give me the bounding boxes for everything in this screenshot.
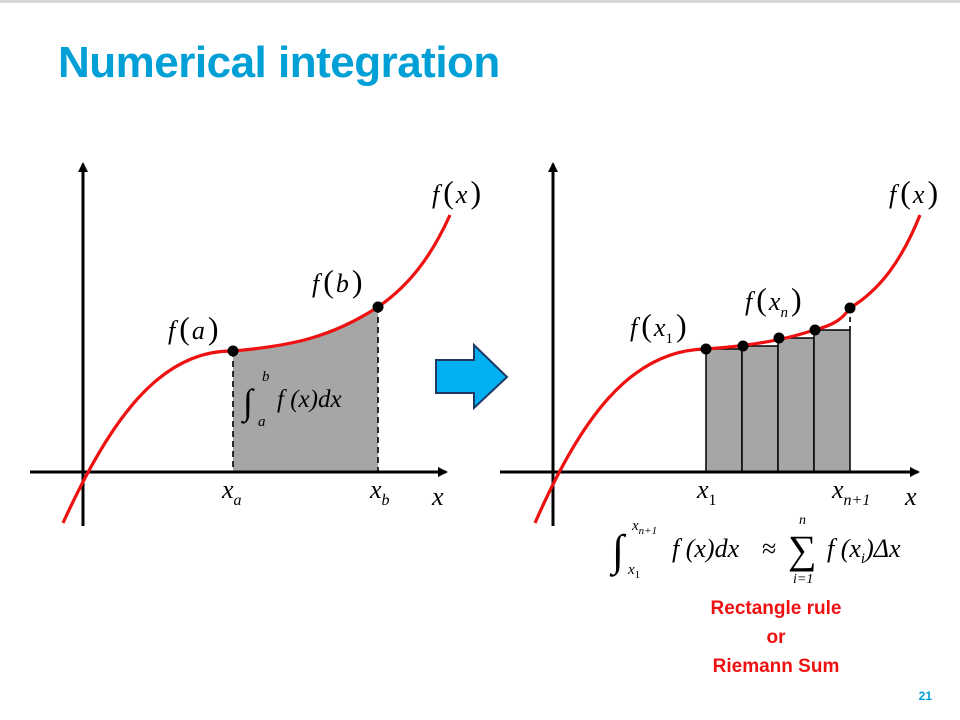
right-xn1-label: $x_{n+1}$ bbox=[832, 475, 871, 509]
right-x1-label: $x_1$ bbox=[697, 475, 717, 509]
left-point-b-label: f (b) bbox=[312, 263, 363, 299]
right-panel bbox=[500, 164, 938, 526]
formula-integral-sign: ∫ bbox=[612, 526, 625, 575]
svg-text:f (x)dx: f (x)dx bbox=[277, 386, 342, 413]
formula-sum-sign: ∑ bbox=[788, 527, 817, 572]
svg-text:a: a bbox=[258, 414, 266, 430]
right-point-xn-label: f $(x_n)$ bbox=[745, 281, 802, 321]
rectangles bbox=[706, 330, 850, 472]
caption-line-3: Riemann Sum bbox=[712, 656, 840, 677]
right-point-xn bbox=[810, 325, 821, 336]
left-curve-label: f (x) bbox=[432, 174, 482, 210]
right-point-xn1 bbox=[845, 303, 856, 314]
right-arrow-icon bbox=[436, 345, 507, 408]
formula-sum-lower: i=1 bbox=[793, 572, 814, 587]
right-point-x1-label: f $(x_1)$ bbox=[630, 307, 687, 347]
right-curve-label: f (x) bbox=[889, 174, 939, 210]
rectangle bbox=[742, 346, 778, 472]
formula-lower-limit: $x_1$ bbox=[628, 562, 641, 581]
left-x-b-label: $x_b$ bbox=[370, 475, 390, 509]
svg-text:b: b bbox=[262, 369, 270, 385]
left-point-a bbox=[228, 346, 239, 357]
formula-integrand: f (x)dx bbox=[672, 534, 740, 563]
formula-sum-upper: n bbox=[799, 513, 806, 528]
slide-title: Numerical integration bbox=[58, 38, 500, 87]
riemann-formula bbox=[609, 513, 901, 587]
left-point-b bbox=[373, 302, 384, 313]
page-number: 21 bbox=[918, 689, 932, 703]
rectangle bbox=[814, 330, 850, 472]
formula-approx: ≈ bbox=[762, 534, 777, 563]
left-panel bbox=[30, 164, 481, 526]
formula-term: f $(x_i)\Delta x$ bbox=[827, 534, 901, 567]
formula-upper-limit: $x_{n+1}$ bbox=[632, 518, 658, 537]
left-point-a-label: f (a) bbox=[168, 310, 219, 346]
caption-line-2: or bbox=[766, 627, 786, 648]
right-point-x2 bbox=[738, 341, 749, 352]
left-axis-x-label: x bbox=[432, 482, 444, 511]
right-axis-x-label: x bbox=[905, 482, 917, 511]
caption-line-1: Rectangle rule bbox=[710, 598, 842, 619]
left-x-a-label: $x_a$ bbox=[222, 475, 242, 509]
rectangle bbox=[778, 338, 814, 472]
svg-text:∫: ∫ bbox=[243, 382, 253, 422]
rectangle bbox=[706, 349, 742, 472]
right-point-x3 bbox=[774, 333, 785, 344]
right-point-x1 bbox=[701, 344, 712, 355]
method-caption bbox=[660, 594, 892, 681]
